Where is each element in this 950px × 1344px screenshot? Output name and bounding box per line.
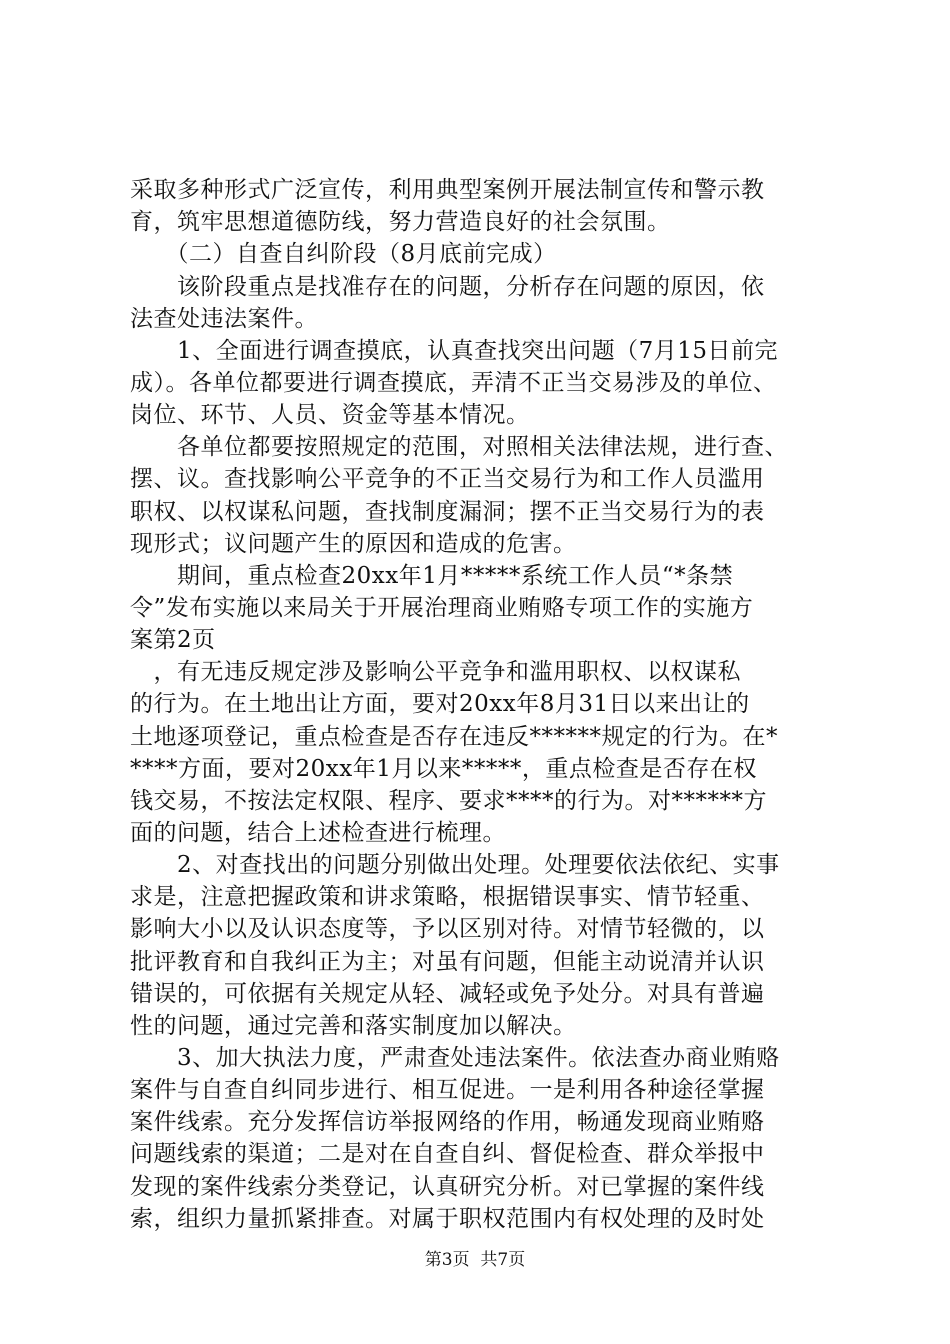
body-line: 岗位、环节、人员、资金等基本情况。 xyxy=(130,402,530,428)
body-line: 错误的，可依据有关规定从轻、减轻或免予处分。对具有普遍 xyxy=(130,981,765,1007)
body-line: 问题线索的渠道；二是对在自查自纠、督促检查、群众举报中 xyxy=(130,1141,765,1167)
body-line: 令”发布实施以来局关于开展治理商业贿赂专项工作的实施方 xyxy=(130,595,754,621)
body-line: 求是，注意把握政策和讲求策略，根据错误事实、情节轻重、 xyxy=(130,884,765,910)
body-line: 发现的案件线索分类登记，认真研究分析。对已掌握的案件线 xyxy=(130,1174,765,1200)
body-line: 3、加大执法力度，严肃查处违法案件。依法查办商业贿赂 xyxy=(130,1045,780,1071)
body-line: 育，筑牢思想道德防线，努力营造良好的社会氛围。 xyxy=(130,209,671,235)
body-line: 案件线索。充分发挥信访举报网络的作用，畅通发现商业贿赂 xyxy=(130,1109,765,1135)
body-line: 2、对查找出的问题分别做出处理。处理要依法依纪、实事 xyxy=(130,852,780,878)
body-line: 成）。各单位都要进行调查摸底，弄清不正当交易涉及的单位、 xyxy=(130,370,777,396)
body-line: 影响大小以及认识态度等，予以区别对待。对情节轻微的，以 xyxy=(130,916,765,942)
body-line: 摆、议。查找影响公平竞争的不正当交易行为和工作人员滥用 xyxy=(130,466,765,492)
body-line: 面的问题，结合上述检查进行梳理。 xyxy=(130,820,506,846)
body-line: 批评教育和自我纠正为主；对虽有问题，但能主动说清并认识 xyxy=(130,949,765,975)
body-line: 职权、以权谋私问题，查找制度漏洞；摆不正当交易行为的表 xyxy=(130,499,765,525)
body-line: 1、全面进行调查摸底，认真查找突出问题（7月15日前完 xyxy=(130,338,779,364)
body-line: 采取多种形式广泛宣传，利用典型案例开展法制宣传和警示教 xyxy=(130,177,765,203)
body-line: 案第2页 xyxy=(130,627,216,653)
body-line: 法查处违法案件。 xyxy=(130,306,318,332)
body-line: 钱交易，不按法定权限、程序、要求****的行为。对******方 xyxy=(130,788,767,814)
body-line: ，有无违反规定涉及影响公平竞争和滥用职权、以权谋私 xyxy=(130,659,741,685)
page-number-footer: 第3页 共7页 xyxy=(424,1250,526,1270)
body-line: 性的问题，通过完善和落实制度加以解决。 xyxy=(130,1013,577,1039)
section-heading: （二）自查自纠阶段（8月底前完成） xyxy=(130,241,557,267)
body-line: ****方面，要对20xx年1月以来*****，重点检查是否存在权 xyxy=(130,756,757,782)
body-line: 的行为。在土地出让方面，要对20xx年8月31日以来出让的 xyxy=(130,691,750,717)
body-line: 该阶段重点是找准存在的问题，分析存在问题的原因，依 xyxy=(130,274,765,300)
body-line: 索，组织力量抓紧排查。对属于职权范围内有权处理的及时处 xyxy=(130,1206,765,1232)
body-line: 期间，重点检查20xx年1月*****系统工作人员“*条禁 xyxy=(130,563,734,589)
body-line: 土地逐项登记，重点检查是否存在违反******规定的行为。在* xyxy=(130,724,778,750)
body-line: 案件与自查自纠同步进行、相互促进。一是利用各种途径掌握 xyxy=(130,1077,765,1103)
body-line: 现形式；议问题产生的原因和造成的危害。 xyxy=(130,531,577,557)
body-line: 各单位都要按照规定的范围，对照相关法律法规，进行查、 xyxy=(130,434,788,460)
